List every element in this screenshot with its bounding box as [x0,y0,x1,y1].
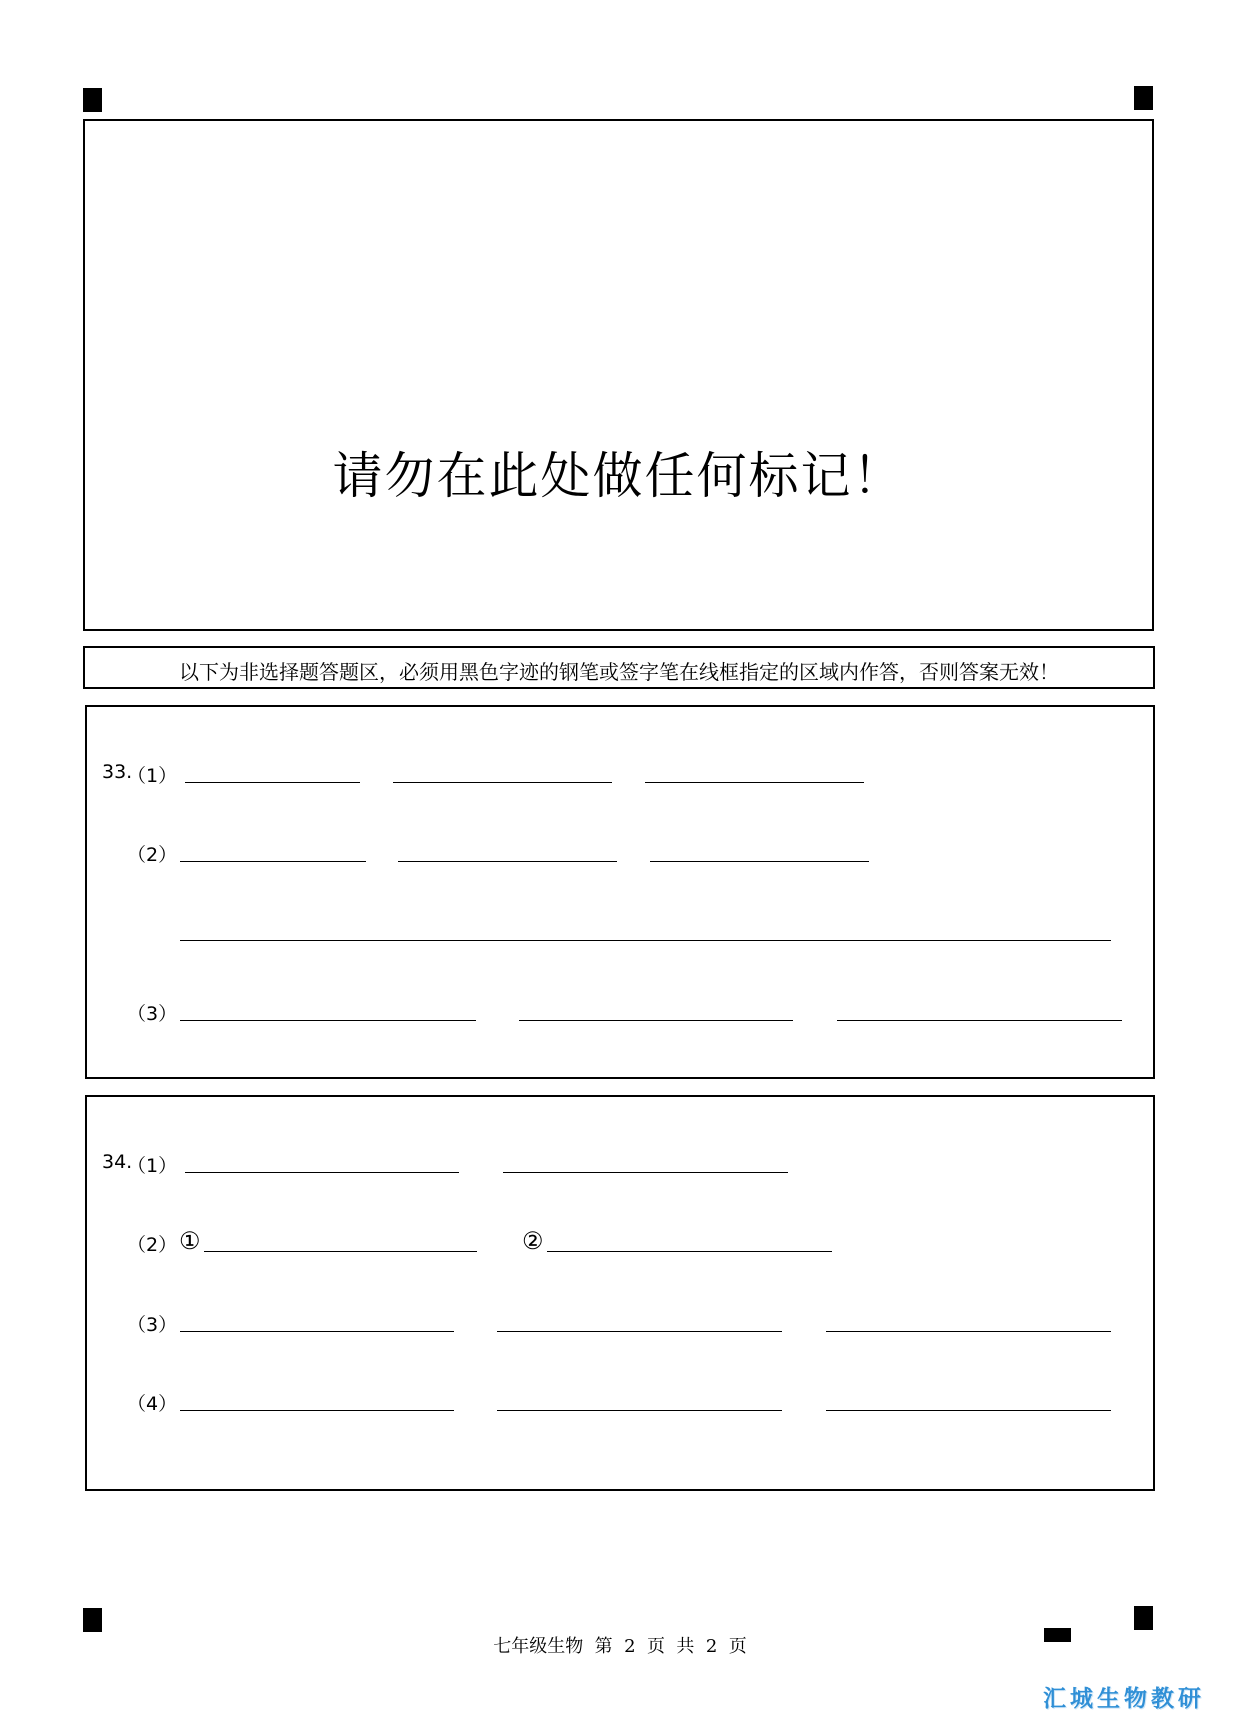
q33-part-2-label: （2） [127,844,178,866]
answer-line[interactable] [204,1251,477,1252]
answer-line[interactable] [180,861,366,862]
answer-line[interactable] [826,1331,1111,1332]
q34-part-2-label: （2） [127,1234,178,1256]
watermark: 汇城生物教研 [1043,1686,1205,1712]
answer-box-q33 [85,705,1155,1079]
q34-part-1-label: （1） [127,1155,178,1177]
q33-part-1-label: （1） [127,765,178,787]
page-footer: 七年级生物 第 2 页 共 2 页 [493,1636,747,1657]
instruction-notice [83,646,1155,689]
answer-line[interactable] [398,861,617,862]
instruction-text: 以下为非选择题答题区，必须用黑色字迹的钢笔或签字笔在线框指定的区域内作答，否则答案无效！ [179,660,1059,684]
answer-line[interactable] [826,1410,1111,1411]
answer-line[interactable] [180,1331,454,1332]
answer-line[interactable] [547,1251,832,1252]
answer-line[interactable] [497,1331,782,1332]
q34-part-3-label: （3） [127,1314,178,1336]
answer-line[interactable] [180,1410,454,1411]
no-mark-area [83,119,1154,631]
answer-line[interactable] [180,1020,476,1021]
answer-line[interactable] [497,1410,782,1411]
answer-line[interactable] [519,1020,793,1021]
answer-line[interactable] [185,782,360,783]
question-number-33: 33. [102,761,133,783]
no-mark-warning: 请勿在此处做任何标记！ [332,447,905,505]
circled-number-2: ② [522,1227,544,1255]
answer-line[interactable] [650,861,869,862]
answer-line[interactable] [837,1020,1122,1021]
question-number-34: 34. [102,1151,133,1173]
alignment-mark-top-left [83,88,102,112]
answer-line[interactable] [645,782,864,783]
alignment-mark-bottom-left [83,1608,102,1632]
q34-part-4-label: （4） [127,1393,178,1415]
answer-line[interactable] [393,782,612,783]
answer-box-q34 [85,1095,1155,1491]
answer-line[interactable] [185,1172,459,1173]
alignment-mark-top-right [1134,86,1153,110]
q33-part-3-label: （3） [127,1003,178,1025]
answer-line-long[interactable] [180,940,1111,941]
circled-number-1: ① [179,1227,201,1255]
answer-line[interactable] [503,1172,788,1173]
alignment-mark-bottom-right [1134,1606,1153,1630]
